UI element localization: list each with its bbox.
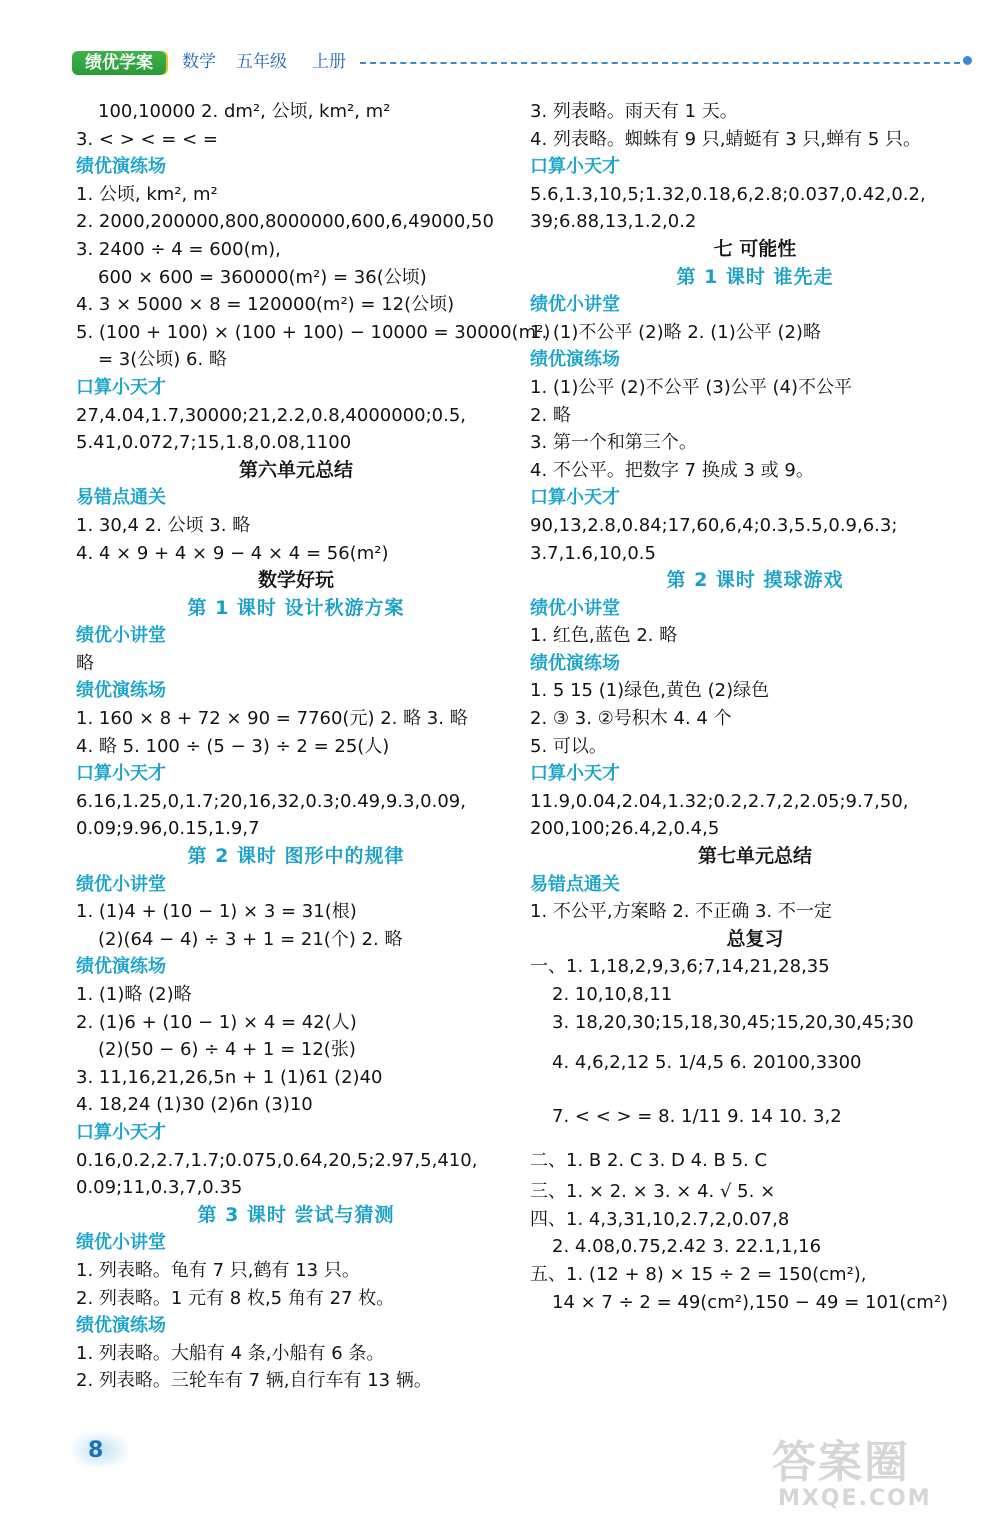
answer-line: 二、1. B 2. C 3. D 4. B 5. C [530,1150,768,1172]
section-heading: 绩优演练场 [530,652,620,674]
answer-line: 2. ③ 3. ②号积木 4. 4 个 [530,708,732,730]
answer-line: 90,13,2.8,0.84;17,60,6,4;0.3,5.5,0.9,6.3; [530,514,898,536]
lesson-title: 第 3 课时 尝试与猜测 [197,1203,395,1226]
answer-line: 略 [76,652,94,674]
section-heading: 绩优演练场 [530,349,620,371]
lesson-title: 第 1 课时 设计秋游方案 [187,596,405,619]
answer-line: 3. < > < = < = [76,128,218,150]
answer-line: 5. 可以。 [530,735,607,757]
answer-line: 四、1. 4,3,31,10,2.7,2,0.07,8 [530,1208,790,1230]
answer-line: 11.9,0.04,2.04,1.32;0.2,2.7,2,2.05;9.7,50, [530,790,909,812]
answer-line: 4. 不公平。把数字 7 换成 3 或 9。 [530,459,814,481]
answer-line: 2. 列表略。三轮车有 7 辆,自行车有 13 辆。 [76,1370,432,1392]
answer-line: 4. 3 × 5000 × 8 = 120000(m²) = 12(公顷) [76,294,455,316]
answer-line: 3. 2400 ÷ 4 = 600(m), [76,238,281,260]
answer-line: 6.16,1.25,0,1.7;20,16,32,0.3;0.49,9.3,0.09, [76,790,466,812]
answer-line: 2. 列表略。1 元有 8 枚,5 角有 27 枚。 [76,1287,395,1309]
answer-line: 0.09;9.96,0.15,1.9,7 [76,818,260,840]
section-heading: 口算小天才 [76,1121,166,1143]
answer-line: 2. 4.08,0.75,2.42 3. 22.1,1,16 [552,1236,822,1258]
subject-label: 数学 [182,52,216,72]
answer-line: (2)(50 − 6) ÷ 4 + 1 = 12(张) [98,1039,356,1061]
answer-line: 3. 11,16,21,26,5n + 1 (1)61 (2)40 [76,1066,383,1088]
section-heading: 口算小天才 [530,156,620,178]
answer-line: 4. 列表略。蜘蛛有 9 只,蜻蜓有 3 只,蝉有 5 只。 [530,128,922,150]
left-column [76,98,551,1395]
answer-line: 1. 160 × 8 + 72 × 90 = 7760(元) 2. 略 3. 略 [76,708,468,730]
unit-title: 第六单元总结 [238,458,353,481]
answer-line: 2. 10,10,8,11 [552,984,673,1005]
answer-line: 1. 不公平,方案略 2. 不正确 3. 不一定 [530,901,832,923]
brand-logo: 绩优学案 [72,51,166,75]
answer-line: 27,4.04,1.7,30000;21,2.2,0.8,4000000;0.5, [76,404,466,426]
section-heading: 易错点通关 [76,487,166,509]
answer-line: 5.6,1.3,10,5;1.32,0.18,6,2.8;0.037,0.42,0.2, [530,183,926,205]
lesson-title: 第 2 课时 图形中的规律 [187,845,405,868]
answer-line: 5.41,0.072,7;15,1.8,0.08,1100 [76,432,352,454]
answer-line: 2. 2000,200000,800,8000000,600,6,49000,50 [76,211,494,233]
section-heading: 绩优小讲堂 [76,625,166,647]
section-heading: 绩优演练场 [76,956,166,978]
answer-line: (2)(64 − 4) ÷ 3 + 1 = 21(个) 2. 略 [98,928,403,950]
answer-line: 1. (1)4 + (10 − 1) × 3 = 31(根) [76,901,357,923]
section-heading: 绩优演练场 [76,680,166,702]
section-heading: 口算小天才 [76,376,166,398]
watermark-url: MXQE.COM [778,1486,932,1511]
answer-line: 4. 略 5. 100 ÷ (5 − 3) ÷ 2 = 25(人) [76,735,390,757]
answer-line: 1. (1)不公平 (2)略 2. (1)公平 (2)略 [530,321,821,343]
answer-line: 五、1. (12 + 8) × 15 ÷ 2 = 150(cm²), [530,1263,867,1285]
answer-line: 1. 30,4 2. 公顷 3. 略 [76,514,251,536]
header-dot-icon [963,56,972,65]
answer-line: 3. 18,20,30;15,18,30,45;15,20,30,45;30 [552,1011,914,1033]
unit-title: 七 可能性 [713,237,797,260]
answer-line: 1. (1)公平 (2)不公平 (3)公平 (4)不公平 [530,376,853,398]
answer-line: 4. 4,6,2,12 5. 1/4,5 6. 20100,3300 [552,1052,862,1074]
section-heading: 绩优小讲堂 [530,294,620,316]
answer-line: 1. (1)略 (2)略 [76,984,192,1005]
section-heading: 口算小天才 [76,763,166,785]
answer-line: 3.7,1.6,10,0.5 [530,542,656,564]
answer-line: 3. 列表略。雨天有 1 天。 [530,101,738,122]
answer-line: 1. 红色,蓝色 2. 略 [530,625,678,647]
page-header [72,48,972,78]
section-heading: 绩优小讲堂 [530,597,620,619]
answer-line: 4. 4 × 9 + 4 × 9 − 4 × 4 = 56(m²) [76,542,389,564]
answer-line: 7. < < > = 8. 1/11 9. 14 10. 3,2 [552,1106,842,1128]
unit-title: 第七单元总结 [697,845,812,868]
answer-line: 14 × 7 ÷ 2 = 49(cm²),150 − 49 = 101(cm²) [552,1291,949,1313]
answer-line: 39;6.88,13,1.2,0.2 [530,211,697,233]
page-number: 8 [88,1438,104,1463]
answer-line: 600 × 600 = 360000(m²) = 36(公顷) [98,266,427,288]
site-watermark [772,1437,982,1515]
answer-line: 100,10000 2. dm², 公顷, km², m² [98,101,391,122]
answer-line: 1. 列表略。龟有 7 只,鹤有 13 只。 [76,1259,360,1281]
answer-line: 三、1. × 2. × 3. × 4. √ 5. × [530,1181,776,1203]
answer-line: 0.09;11,0.3,7,0.35 [76,1177,243,1199]
section-heading: 绩优演练场 [76,156,166,178]
answer-line: 2. (1)6 + (10 − 1) × 4 = 42(人) [76,1011,357,1033]
lesson-title: 第 1 课时 谁先走 [676,265,834,288]
right-column [530,98,980,1316]
answer-line: 1. 列表略。大船有 4 条,小船有 6 条。 [76,1342,385,1364]
answer-line: 200,100;26.4,2,0.4,5 [530,818,720,840]
section-heading: 绩优小讲堂 [76,1232,166,1254]
answer-line: 0.16,0.2,2.7,1.7;0.075,0.64,20,5;2.97,5,410, [76,1149,478,1171]
answer-line: 一、1. 1,18,2,9,3,6;7,14,21,28,35 [530,956,830,978]
answer-line: 1. 5 15 (1)绿色,黄色 (2)绿色 [530,680,770,702]
section-heading: 绩优小讲堂 [76,873,166,895]
section-heading: 绩优演练场 [76,1315,166,1337]
watermark-text: 答案圈 [772,1437,910,1488]
answer-line: = 3(公顷) 6. 略 [98,349,227,371]
answer-line: 4. 18,24 (1)30 (2)6n (3)10 [76,1094,313,1116]
header-divider [360,62,960,64]
answer-line: 2. 略 [530,404,571,426]
answer-line: 1. 公顷, km², m² [76,183,218,205]
section-heading: 口算小天才 [530,487,620,509]
volume-label: 上册 [312,52,346,72]
section-heading: 口算小天才 [530,763,620,785]
lesson-title: 第 2 课时 摸球游戏 [666,569,844,592]
unit-title: 总复习 [726,927,784,950]
unit-title: 数学好玩 [257,569,334,592]
section-heading: 易错点通关 [530,873,620,895]
grade-label: 五年级 [236,52,287,72]
answer-line: 3. 第一个和第三个。 [530,432,697,454]
answer-line: 5. (100 + 100) × (100 + 100) − 10000 = 30000(m²) [76,321,551,343]
